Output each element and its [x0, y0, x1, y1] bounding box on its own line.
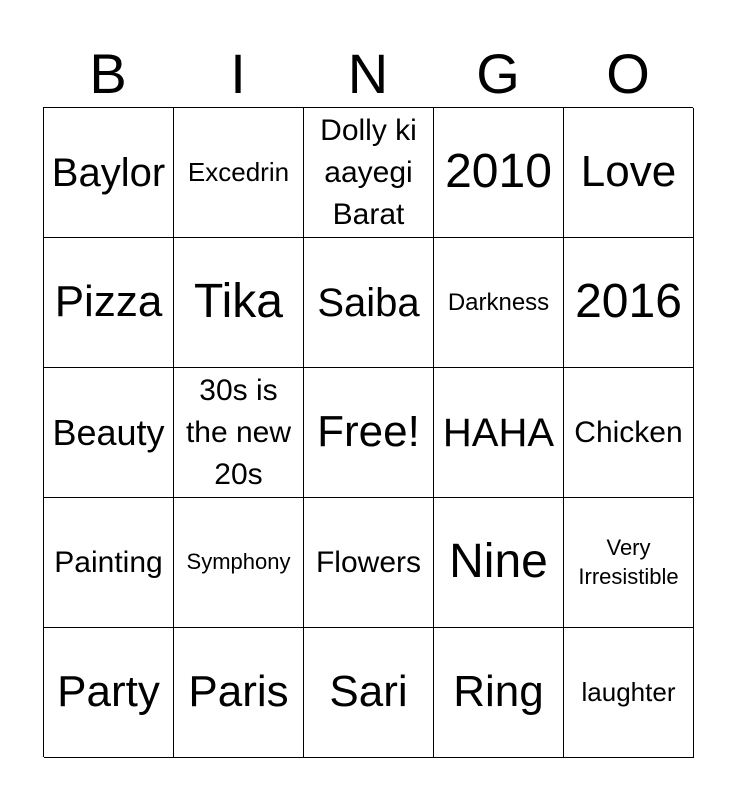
bingo-cell[interactable]: Dolly ki aayegi Barat: [304, 108, 434, 238]
bingo-cell[interactable]: Very Irresistible: [564, 498, 694, 628]
bingo-header: [43, 40, 693, 108]
bingo-cell[interactable]: Saiba: [304, 238, 434, 368]
header-letter-i: I: [230, 42, 246, 105]
bingo-cell[interactable]: Chicken: [564, 368, 694, 498]
bingo-cell[interactable]: Ring: [434, 628, 564, 758]
bingo-cell[interactable]: Paris: [174, 628, 304, 758]
bingo-cell[interactable]: Flowers: [304, 498, 434, 628]
bingo-board: [43, 107, 693, 757]
bingo-cell[interactable]: HAHA: [434, 368, 564, 498]
bingo-cell[interactable]: Sari: [304, 628, 434, 758]
bingo-cell[interactable]: Love: [564, 108, 694, 238]
bingo-cell free-space[interactable]: Free!: [304, 368, 434, 498]
bingo-cell[interactable]: Excedrin: [174, 108, 304, 238]
header-letter-n: N: [347, 42, 389, 105]
bingo-cell[interactable]: Painting: [44, 498, 174, 628]
bingo-cell[interactable]: Nine: [434, 498, 564, 628]
bingo-cell[interactable]: 2010: [434, 108, 564, 238]
header-letter-g: G: [476, 42, 520, 105]
header-letter-b: B: [89, 42, 127, 105]
bingo-cell[interactable]: Darkness: [434, 238, 564, 368]
bingo-cell[interactable]: Party: [44, 628, 174, 758]
bingo-cell[interactable]: Pizza: [44, 238, 174, 368]
bingo-cell[interactable]: laughter: [564, 628, 694, 758]
header-letter-o: O: [606, 42, 650, 105]
bingo-cell[interactable]: Beauty: [44, 368, 174, 498]
bingo-cell[interactable]: 30s is the new 20s: [174, 368, 304, 498]
bingo-cell[interactable]: Tika: [174, 238, 304, 368]
bingo-cell[interactable]: 2016: [564, 238, 694, 368]
bingo-cell[interactable]: Symphony: [174, 498, 304, 628]
bingo-cell[interactable]: Baylor: [44, 108, 174, 238]
